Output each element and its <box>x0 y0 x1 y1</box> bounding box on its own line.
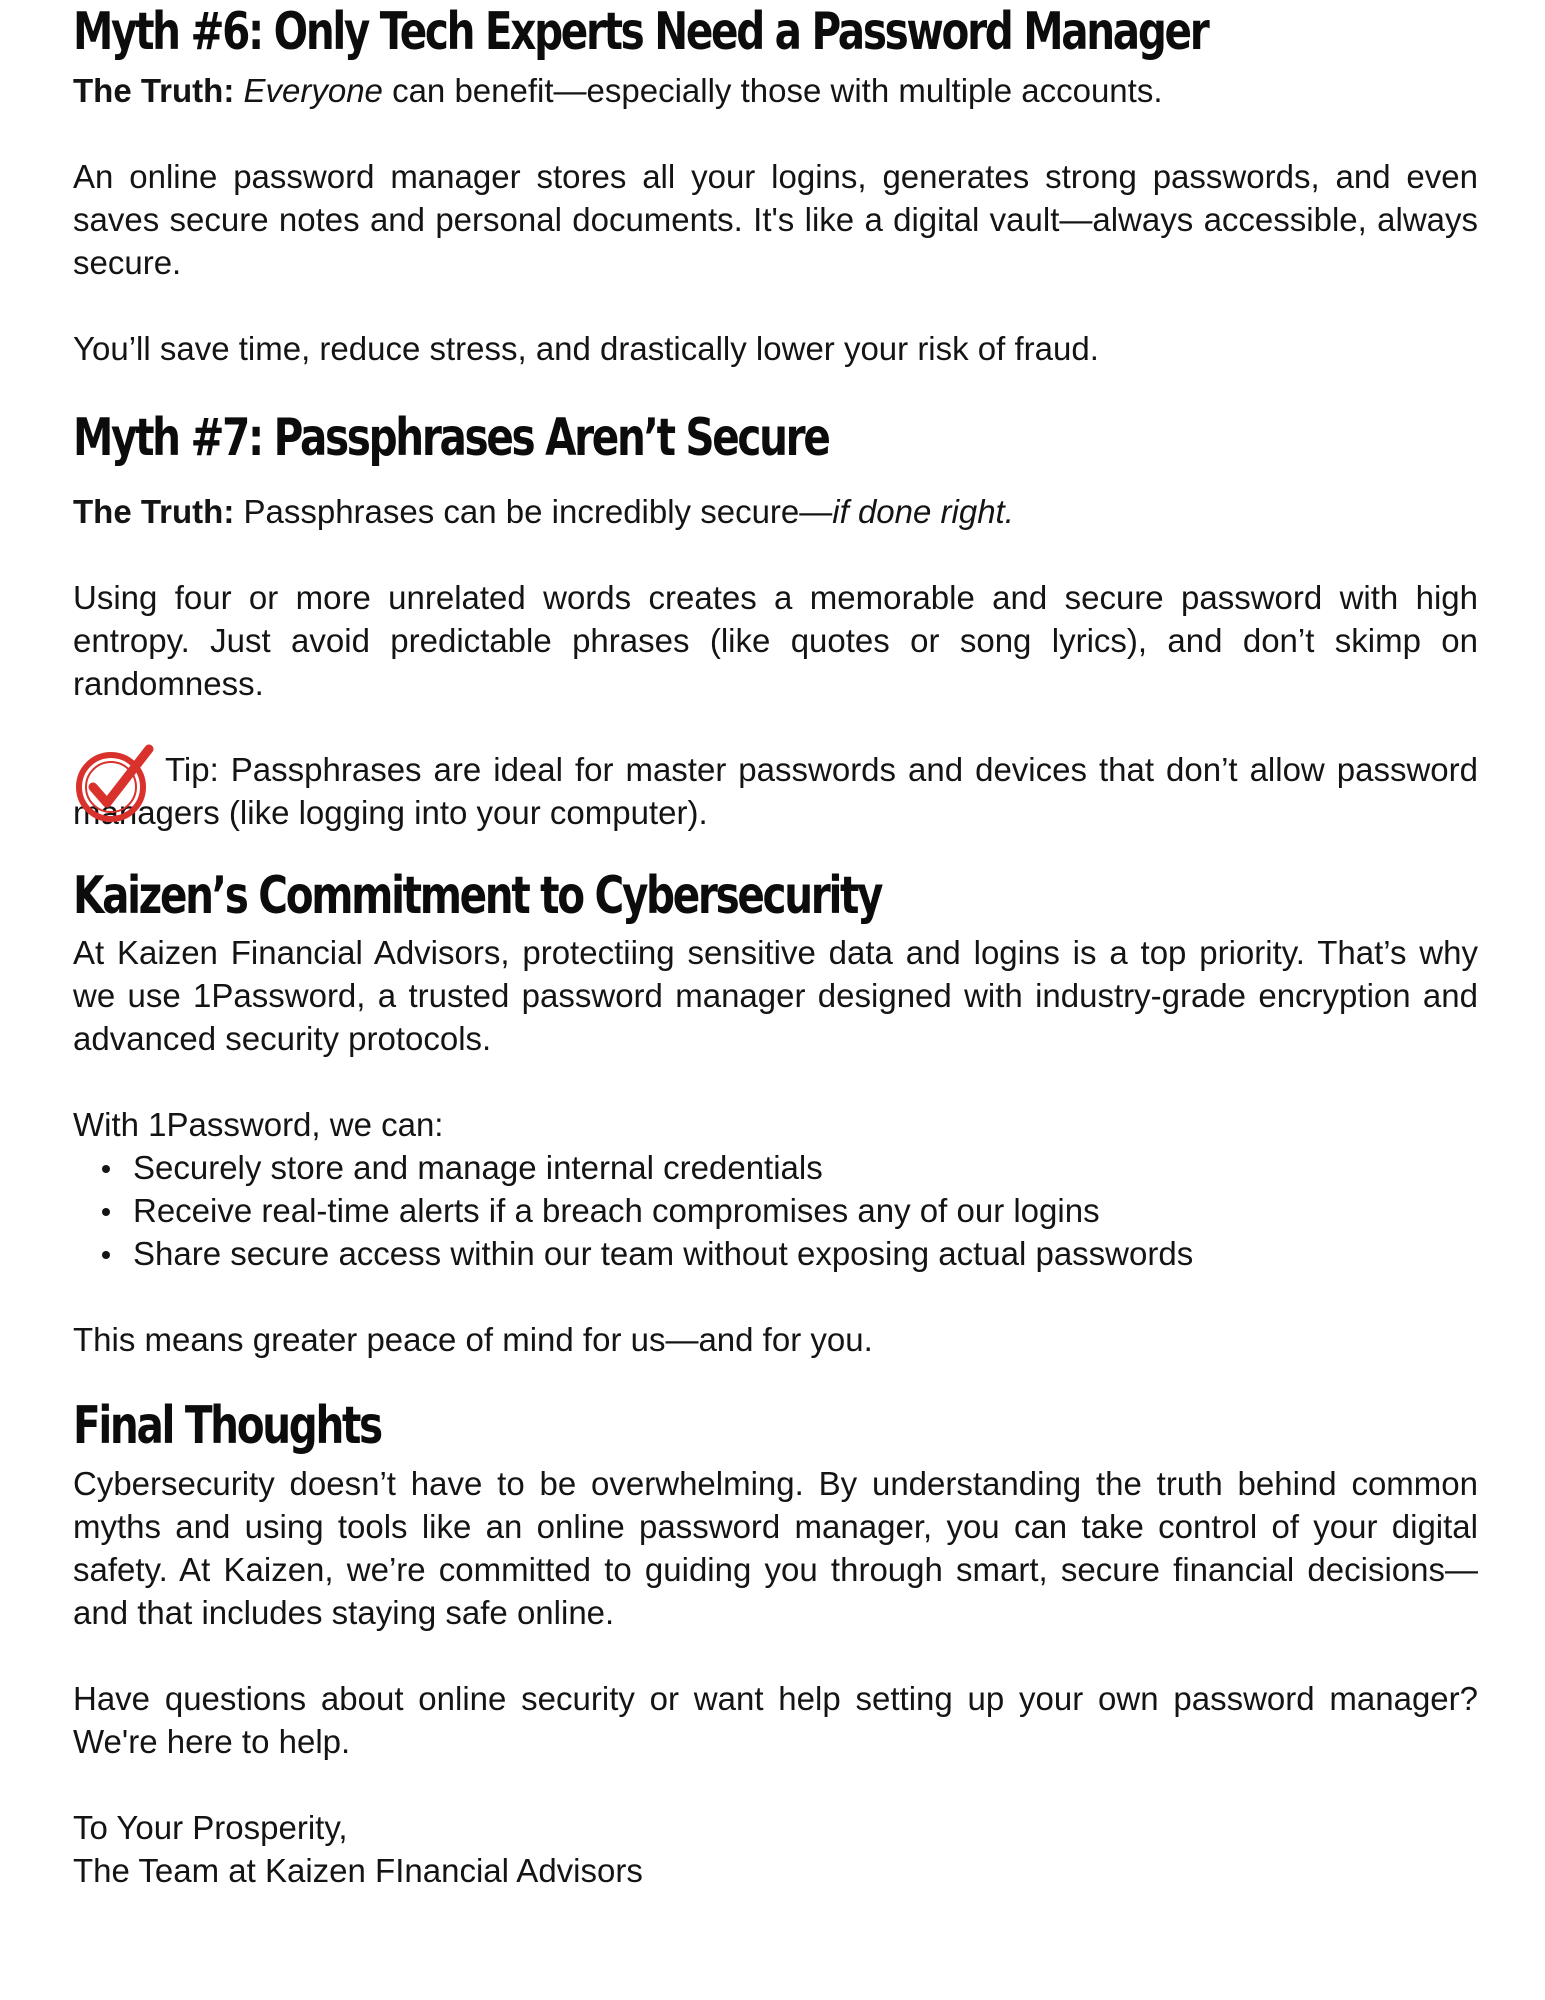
final-paragraph-2: Have questions about online security or want help setting up your own password manager? We're here to help. <box>73 1680 1478 1760</box>
list-intro: With 1Password, we can: <box>73 1106 444 1143</box>
list-item: Receive real-time alerts if a breach compromises any of our logins <box>133 1189 1478 1232</box>
tip-callout <box>73 748 1478 834</box>
list-item: Share secure access within our team without exposing actual passwords <box>133 1232 1478 1275</box>
myth6-paragraph-2: You’ll save time, reduce stress, and drastically lower your risk of fraud. <box>73 330 1099 367</box>
truth-text: Passphrases can be incredibly secure— <box>234 493 833 530</box>
truth-label: The Truth: <box>73 72 235 109</box>
signoff-line-1: To Your Prosperity, <box>73 1809 348 1846</box>
myth7-truth <box>73 490 1478 533</box>
signoff-line-2: The Team at Kaizen FInancial Advisors <box>73 1852 643 1889</box>
truth-label: The Truth: <box>73 493 235 530</box>
myth6-paragraph-1: An online password manager stores all your logins, generates strong passwords, and even saves secure notes and personal documents. It's like a digital vault—always accessible, always secure. <box>73 158 1478 281</box>
commitment-paragraph-2: This means greater peace of mind for us—and for you. <box>73 1321 873 1358</box>
feature-list <box>73 1146 1478 1275</box>
commitment-paragraph-1: At Kaizen Financial Advisors, protectiing sensitive data and logins is a top priority. That’s why we use 1Password, a trusted password manager designed with industry-grade encryption and advanced security protocols. <box>73 934 1478 1057</box>
list-item: Securely store and manage internal credentials <box>133 1146 1478 1189</box>
final-paragraph-1: Cybersecurity doesn’t have to be overwhelming. By understanding the truth behind common myths and using tools like an online password manager, you can take control of your digital safety. At Kaizen, we’re committed to guiding you through smart, secure financial decisions—and that includes staying safe online. <box>73 1465 1478 1631</box>
checkmark-circle-icon <box>73 743 159 825</box>
truth-emphasis: Everyone <box>243 72 383 109</box>
article <box>73 0 1478 1892</box>
myth6-heading: Myth #6: Only Tech Experts Need a Password Manager <box>73 2 1208 62</box>
final-heading: Final Thoughts <box>73 1396 381 1456</box>
myth7-heading: Myth #7: Passphrases Aren’t Secure <box>73 408 829 468</box>
truth-emphasis: if done right. <box>832 493 1014 530</box>
myth7-paragraph-1: Using four or more unrelated words creates a memorable and secure password with high entropy. Just avoid predictable phrases (like quotes or song lyrics), and don’t skimp on randomness. <box>73 579 1478 702</box>
tip-text: Tip: Passphrases are ideal for master passwords and devices that don’t allow password managers (like logging into your computer). <box>73 751 1478 831</box>
truth-text: can benefit—especially those with multiple accounts. <box>382 72 1163 109</box>
myth6-truth <box>73 69 1478 112</box>
commitment-heading: Kaizen’s Commitment to Cybersecurity <box>73 866 882 926</box>
